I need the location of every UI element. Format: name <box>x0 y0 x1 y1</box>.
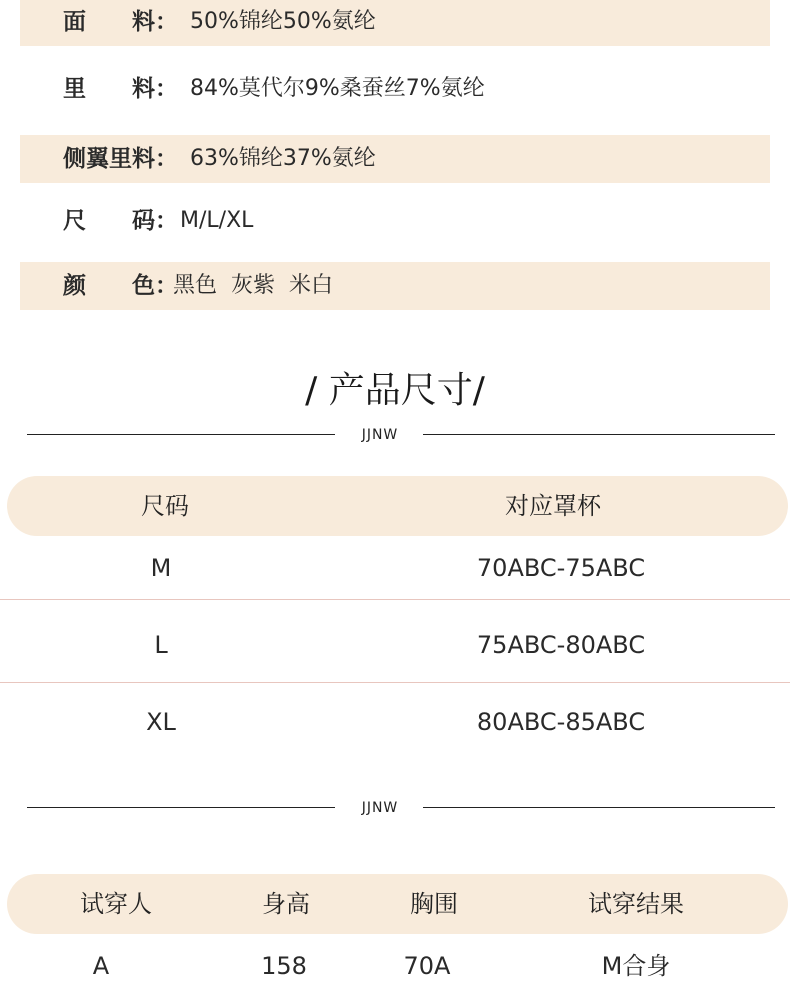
brand-logo: JJNW <box>361 427 399 443</box>
header-wearer: 试穿人 <box>80 890 152 918</box>
spec-value: 50%锦纶50%氨纶 <box>190 9 376 34</box>
header-height: 身高 <box>262 890 310 918</box>
header-cup: 对应罩杯 <box>505 492 601 520</box>
row-separator <box>0 599 790 600</box>
spec-label: 尺 码： <box>63 208 178 234</box>
spec-label: 面 料： <box>63 9 178 35</box>
spec-row-color <box>20 262 770 310</box>
divider <box>27 425 775 445</box>
divider <box>27 798 775 818</box>
spec-label: 侧翼里料： <box>63 146 178 172</box>
cup-cell: 80ABC-85ABC <box>476 708 646 736</box>
size-table-header <box>7 476 788 536</box>
brand-logo: JJNW <box>361 800 399 816</box>
tryon-table-header <box>7 874 788 934</box>
spec-value: M/L/XL <box>180 208 254 233</box>
header-bust: 胸围 <box>410 890 458 918</box>
divider-line <box>27 434 335 435</box>
section-title: / 产品尺寸/ <box>305 370 485 411</box>
table-row <box>0 538 790 598</box>
table-row <box>0 615 790 675</box>
spec-value: 黑色 灰紫 米白 <box>173 273 333 298</box>
spec-value: 84%莫代尔9%桑蚕丝7%氨纶 <box>190 76 485 101</box>
cup-cell: 75ABC-80ABC <box>476 631 646 659</box>
spec-row-lining <box>20 65 770 113</box>
table-row <box>0 936 790 992</box>
header-size: 尺码 <box>141 492 189 520</box>
divider-line <box>27 807 335 808</box>
table-row <box>0 692 790 752</box>
row-separator <box>0 682 790 683</box>
cup-cell: 70ABC-75ABC <box>476 554 646 582</box>
size-cell: L <box>154 631 168 659</box>
spec-label: 颜 色： <box>63 273 178 299</box>
header-result: 试穿结果 <box>588 890 684 918</box>
size-cell: M <box>150 554 172 582</box>
spec-row-size <box>20 197 770 245</box>
spec-row-fabric <box>20 0 770 46</box>
size-cell: XL <box>146 708 176 736</box>
result-cell: M合身 <box>601 952 671 980</box>
bust-cell: 70A <box>403 952 451 980</box>
height-cell: 158 <box>261 952 307 980</box>
wearer-cell: A <box>92 952 110 980</box>
spec-value: 63%锦纶37%氨纶 <box>190 146 376 171</box>
spec-row-side-lining <box>20 135 770 183</box>
spec-label: 里 料： <box>63 76 178 102</box>
divider-line <box>423 434 775 435</box>
divider-line <box>423 807 775 808</box>
